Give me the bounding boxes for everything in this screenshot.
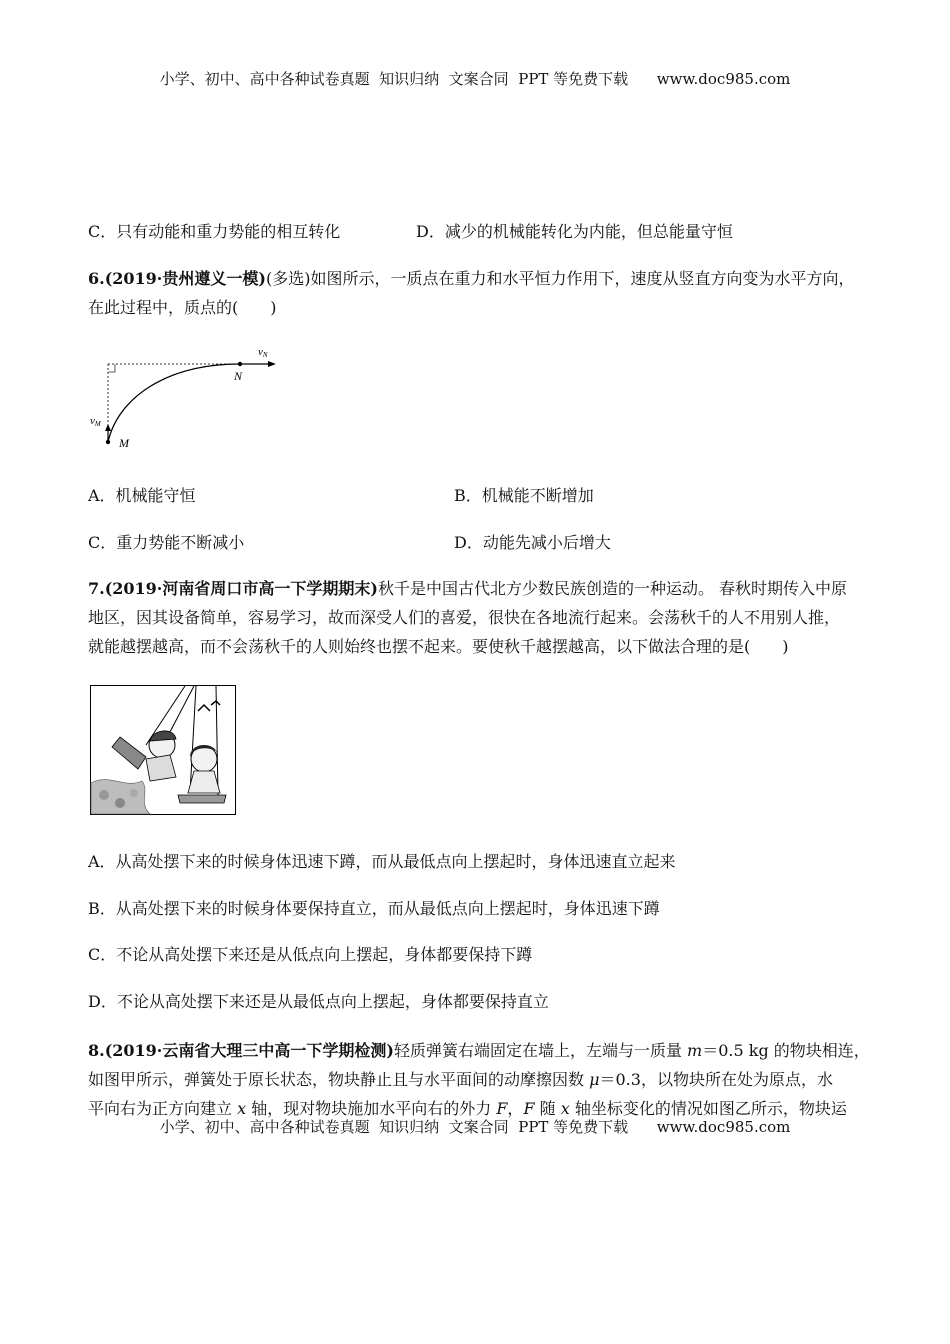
label-vm: vM	[90, 415, 101, 428]
velocity-m-arrowhead	[105, 424, 111, 431]
q6-option-d: D．动能先减小后增大	[454, 533, 611, 552]
q7-swing-illustration	[90, 685, 236, 815]
q6-trajectory-figure	[88, 340, 288, 452]
q6-source: (2019·贵州遵义一模)	[104, 269, 266, 288]
q8-var-f1: F	[496, 1099, 508, 1118]
q7-source: (2019·河南省周口市高一下学期期末)	[104, 579, 378, 598]
q8-source: (2019·云南省大理三中高一下学期检测)	[104, 1041, 394, 1060]
girl-dress	[188, 771, 220, 793]
q8-stem-line1	[88, 1038, 870, 1061]
q7-option-c: C．不论从高处摆下来还是从低点向上摆起，身体都要保持下蹲	[88, 945, 533, 964]
q8-var-x1: x	[237, 1099, 247, 1118]
q7-stem-line3: 就能越摆越高，而不会荡秋千的人则始终也摆不起来。要使秋千越摆越高，以下做法合理的是( )	[88, 637, 789, 656]
bush-dot	[115, 798, 125, 808]
label-vn: vN	[258, 346, 268, 359]
q8-text-3c: ，	[507, 1099, 524, 1118]
swing-seat-right	[178, 795, 226, 803]
q8-text-3e: 轴坐标变化的情况如图乙所示，物块运	[569, 1099, 847, 1118]
q8-text-3a: 平向右为正方向建立	[88, 1099, 238, 1118]
q8-text-3b: 轴，现对物块施加水平向右的外力	[246, 1099, 497, 1118]
q5-option-d: D．减少的机械能转化为内能，但总能量守恒	[416, 222, 733, 241]
label-m: M	[119, 436, 129, 450]
q6-option-b: B．机械能不断增加	[454, 486, 594, 505]
q8-text-2b: ＝0.3，以物块所在处为原点，水	[599, 1070, 833, 1089]
q7-stem-line1	[88, 576, 847, 599]
q8-var-m: m	[687, 1041, 703, 1060]
q8-text-3d: 随	[534, 1099, 561, 1118]
right-angle-mark	[108, 364, 115, 372]
trajectory-curve	[108, 364, 240, 442]
q7-text-1: 秋千是中国古代北方少数民族创造的一种运动。 春秋时期传入中原	[377, 579, 848, 598]
q8-var-x2: x	[560, 1099, 570, 1118]
q6-option-c: C．重力势能不断减小	[88, 533, 245, 552]
q7-option-d: D．不论从高处摆下来还是从最低点向上摆起，身体都要保持直立	[88, 992, 549, 1011]
label-n: N	[234, 369, 243, 383]
q7-stem-line2: 地区，因其设备简单，容易学习，故而深受人们的喜爱，很快在各地流行起来。会荡秋千的人不用别人推，	[88, 608, 841, 627]
q6-stem-line2: 在此过程中，质点的( )	[88, 298, 277, 317]
q6-option-a: A．机械能守恒	[88, 486, 196, 505]
q8-text-1b: ＝0.5 kg 的物块相连，	[702, 1041, 870, 1060]
q8-var-f2: F	[523, 1099, 535, 1118]
q6-stem-line1	[88, 266, 854, 289]
q7-number: 7.	[88, 579, 105, 598]
q8-text-1a: 轻质弹簧右端固定在墙上，左端与一质量	[393, 1041, 688, 1060]
bush-dot	[130, 789, 138, 797]
page-header: 小学、初中、高中各种试卷真题 知识归纳 文案合同 PPT 等免费下载 www.doc985.com	[159, 70, 791, 88]
q6-number: 6.	[88, 269, 105, 288]
point-m	[106, 440, 110, 444]
q8-text-2a: 如图甲所示，弹簧处于原长状态，物块静止且与水平面间的动摩擦因数	[88, 1070, 590, 1089]
q8-stem-line2	[88, 1067, 833, 1090]
q8-var-mu: μ	[589, 1070, 600, 1089]
q8-number: 8.	[88, 1041, 105, 1060]
page-footer: 小学、初中、高中各种试卷真题 知识归纳 文案合同 PPT 等免费下载 www.doc985.com	[159, 1118, 791, 1136]
q6-text-1: (多选)如图所示，一质点在重力和水平恒力作用下，速度从竖直方向变为水平方向，	[265, 269, 855, 288]
q7-option-a: A．从高处摆下来的时候身体迅速下蹲，而从最低点向上摆起时，身体迅速直立起来	[88, 852, 676, 871]
q7-option-b: B．从高处摆下来的时候身体要保持直立，而从最低点向上摆起时，身体迅速下蹲	[88, 899, 660, 918]
velocity-n-arrowhead	[268, 361, 276, 367]
bush-dot	[99, 790, 109, 800]
q5-option-c: C．只有动能和重力势能的相互转化	[88, 222, 341, 241]
point-n	[238, 362, 242, 366]
